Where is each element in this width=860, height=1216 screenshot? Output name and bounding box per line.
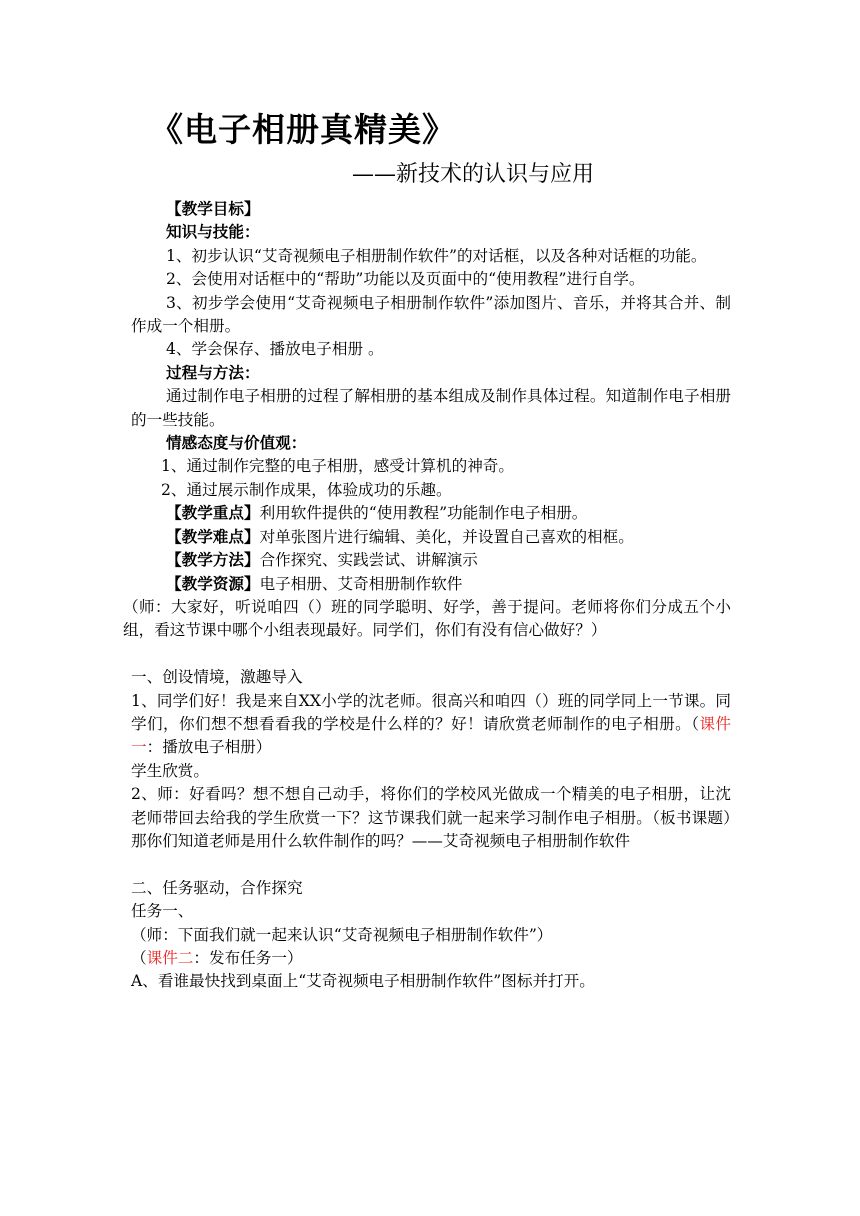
difficulties-text: 对单张图片进行编辑、美化，并设置自己喜欢的相框。 <box>259 527 634 546</box>
section1-paragraph-2: 学生欣赏。 <box>131 761 209 780</box>
section1-paragraph-3: 2、师：好看吗？想不想自己动手，将你们的学校风光做成一个精美的电子相册，让沈老师带回去给我的学生欣赏一下？这节课我们就一起来学习制作电子相册。（板书课题）那你们知道老师是用什么软件制作的吗？——艾奇视频电子相册制作软件 <box>131 785 731 850</box>
emotion-heading: 情感态度与价值观： <box>166 434 307 453</box>
emotion-item: 2、通过展示制作成果，体验成功的乐趣。 <box>161 480 452 499</box>
courseware-label: 课件一 <box>131 714 731 757</box>
text-run: （ <box>131 948 147 967</box>
text-run: ：发布任务一） <box>193 948 303 967</box>
blank-line <box>131 853 731 876</box>
methods-text: 合作探究、实践尝试、讲解演示 <box>259 551 478 570</box>
intro-paragraph: （师：大家好，听说咱四（）班的同学聪明、好学，善于提问。老师将你们分成五个小组，看这节课中哪个小组表现最好。同学们，你们有没有信心做好？） <box>123 597 731 640</box>
key-points-label: 【教学重点】 <box>166 504 260 523</box>
blank-line <box>131 643 731 666</box>
section1-heading: 一、创设情境，激趣导入 <box>131 668 303 687</box>
methods <box>131 549 731 572</box>
section2-paragraph-3: A、看谁最快找到桌面上“艾奇视频电子相册制作软件”图标并打开。 <box>131 972 595 991</box>
text-run: ：播放电子相册） <box>146 738 272 757</box>
knowledge-item: 2、会使用对话框中的“帮助”功能以及页面中的“使用教程”进行自学。 <box>166 270 645 289</box>
difficulties-label: 【教学难点】 <box>166 527 260 546</box>
section1-paragraph-1 <box>131 690 731 760</box>
text-run: 1、同学们好！我是来自XX小学的沈老师。很高兴和咱四（）班的同学同上一节课。同学们，你们想不想看看我的学校是什么样的？好！请欣赏老师制作的电子相册。（ <box>131 691 731 733</box>
difficulties <box>131 526 731 549</box>
knowledge-item: 3、初步学会使用“艾奇视频电子相册制作软件”添加图片、音乐，并将其合并、制作成一个相册。 <box>131 293 731 336</box>
knowledge-heading: 知识与技能： <box>166 223 260 242</box>
resources <box>131 573 731 596</box>
knowledge-item: 4、学会保存、播放电子相册 。 <box>166 340 384 359</box>
section2-heading: 二、任务驱动，合作探究 <box>131 878 303 897</box>
key-points-text: 利用软件提供的“使用教程”功能制作电子相册。 <box>259 504 588 523</box>
objectives-heading: 【教学目标】 <box>166 200 260 218</box>
emotion-item: 1、通过制作完整的电子相册，感受计算机的神奇。 <box>161 457 514 476</box>
resources-text: 电子相册、艾奇相册制作软件 <box>259 574 463 593</box>
section2-paragraph-2 <box>131 947 731 970</box>
knowledge-item: 1、初步认识“艾奇视频电子相册制作软件”的对话框，以及各种对话框的功能。 <box>166 246 707 265</box>
resources-label: 【教学资源】 <box>166 574 260 593</box>
document-title: 《电子相册真精美》 <box>150 110 456 149</box>
key-points <box>131 502 731 525</box>
document-subtitle: ——新技术的认识与应用 <box>352 162 595 187</box>
task-heading: 任务一、 <box>131 902 194 921</box>
document-body <box>123 198 731 994</box>
section2-paragraph-1: （师：下面我们就一起来认识“艾奇视频电子相册制作软件”） <box>131 925 553 944</box>
courseware-label: 课件二 <box>146 948 194 967</box>
process-heading: 过程与方法： <box>166 363 260 382</box>
methods-label: 【教学方法】 <box>166 551 260 570</box>
process-text: 通过制作电子相册的过程了解相册的基本组成及制作具体过程。知道制作电子相册的一些技能。 <box>131 387 731 429</box>
